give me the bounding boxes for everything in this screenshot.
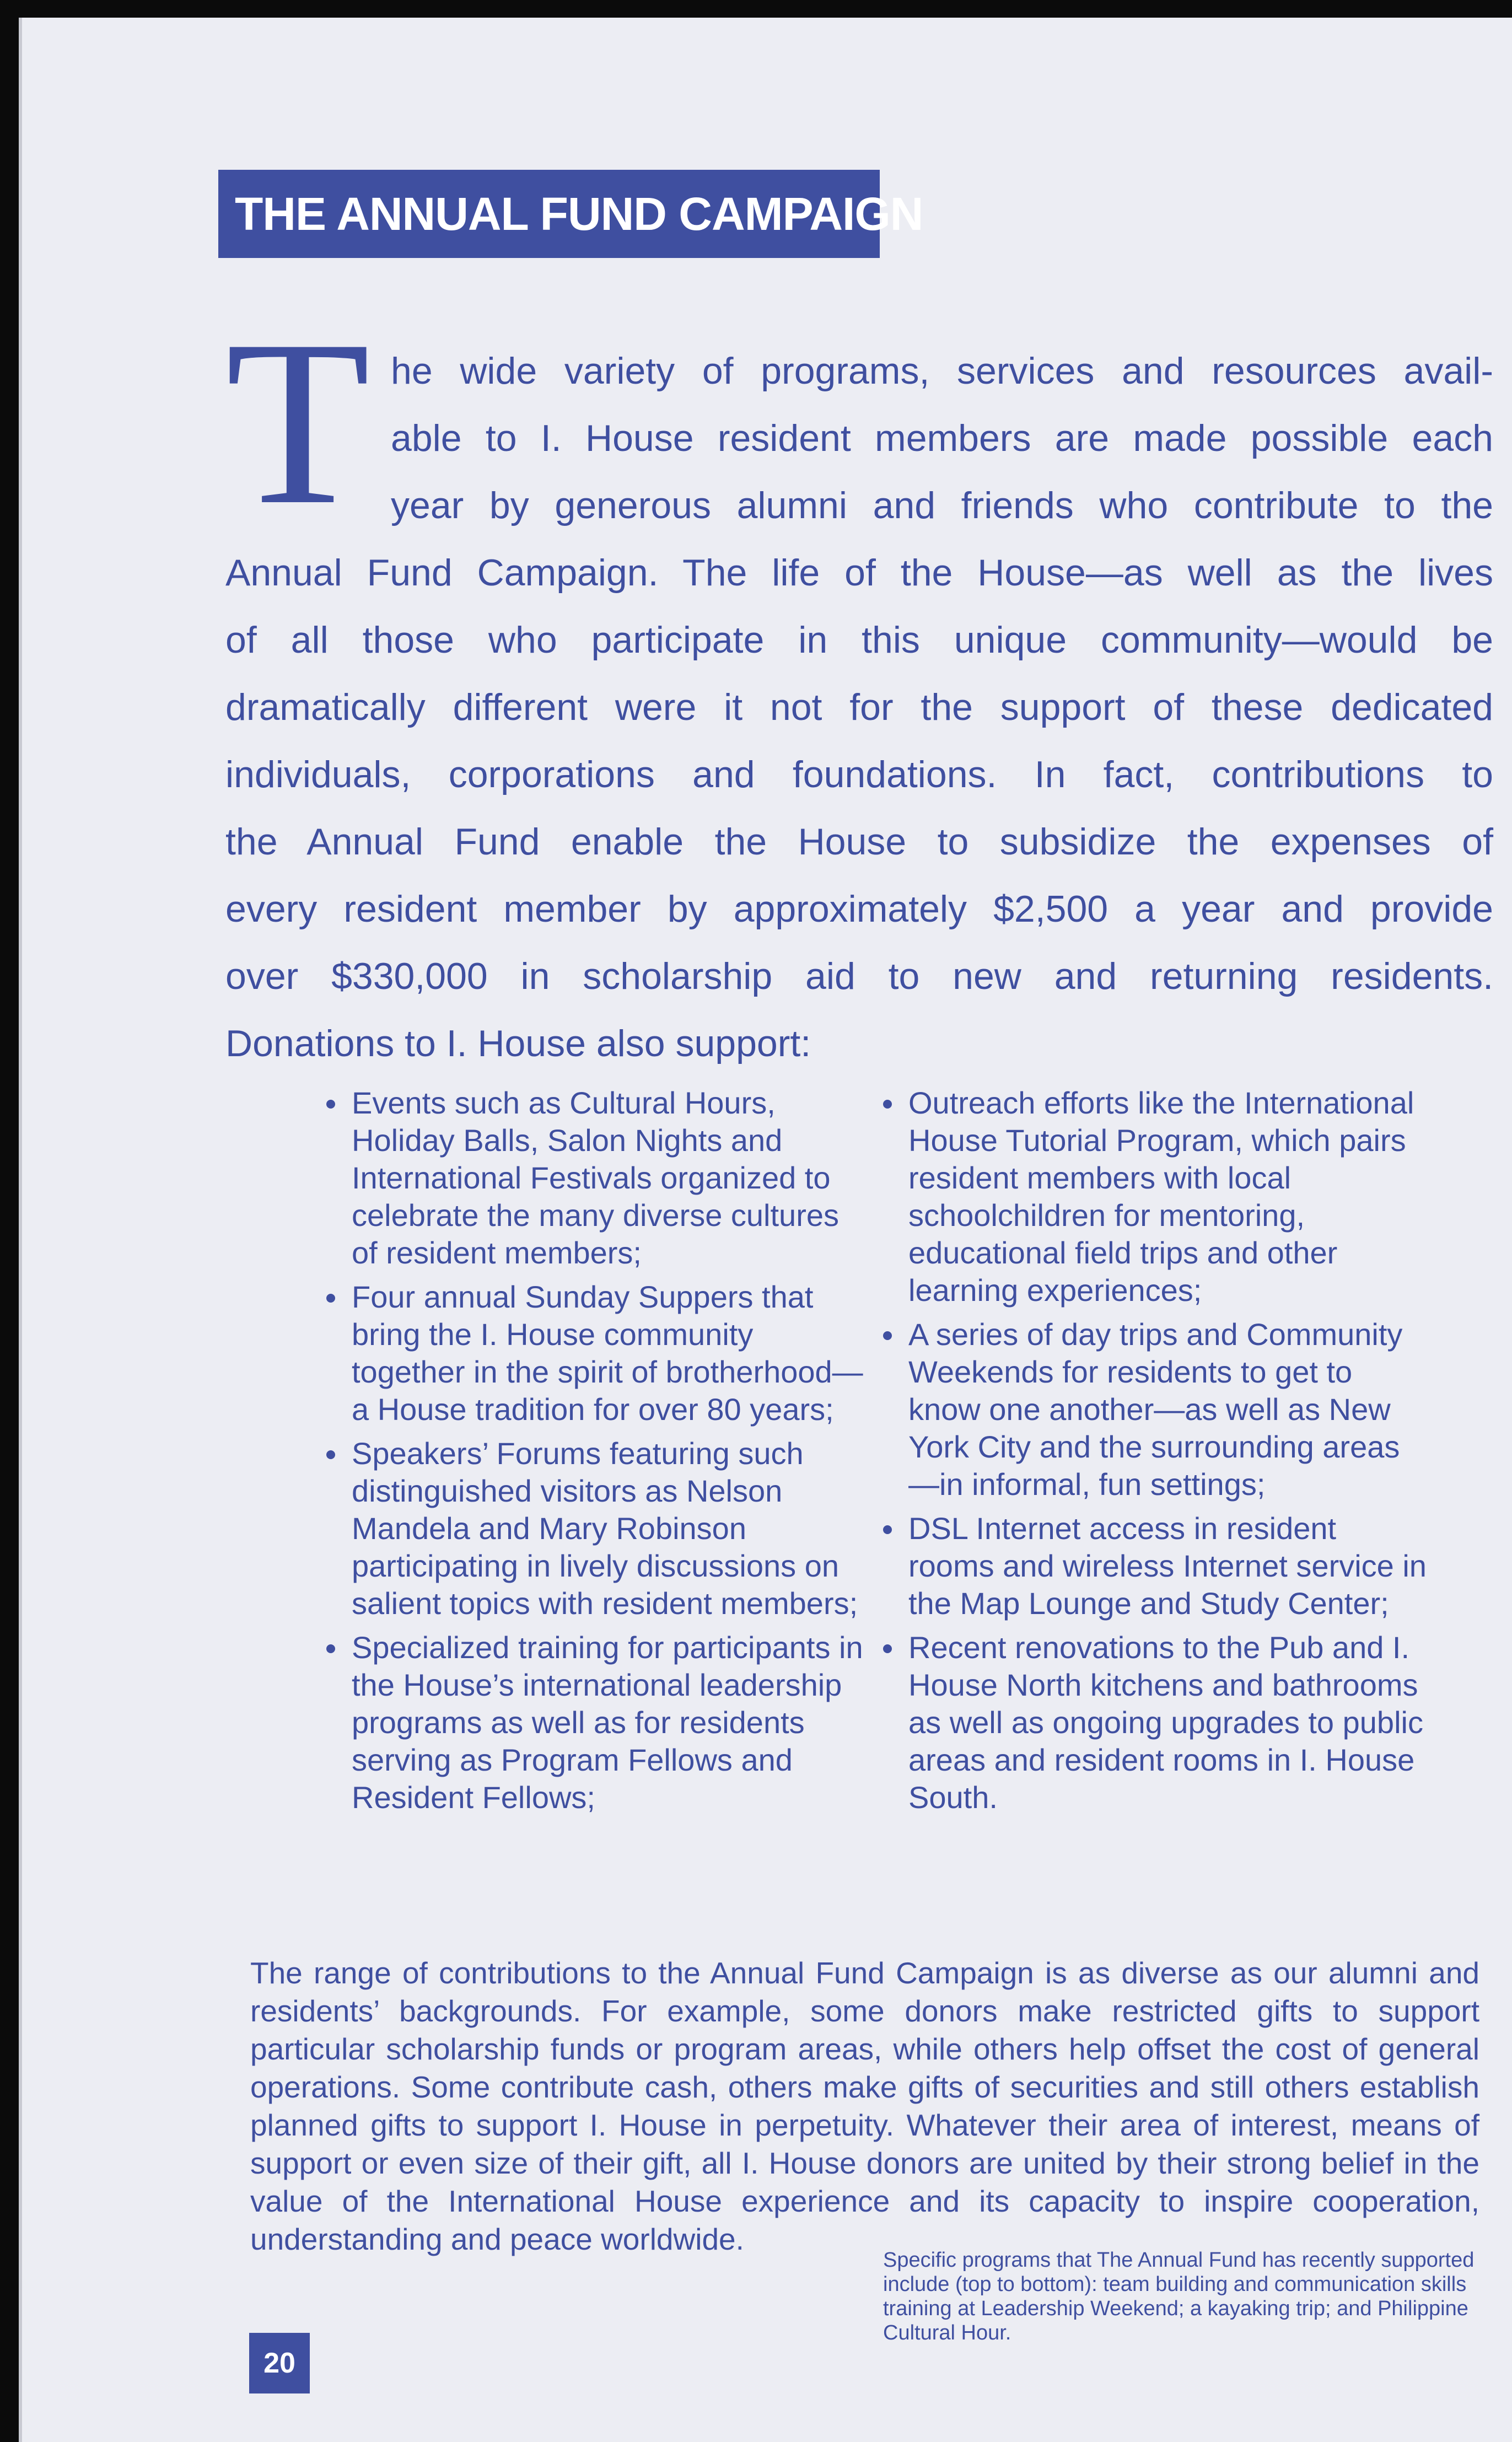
- list-item-text: DSL Internet access in resident rooms and wireless Internet service in the Map Lounge and Study Center;: [908, 1511, 1427, 1621]
- bullet-icon: [326, 1294, 335, 1303]
- intro-line: Annual Fund Campaign. The life of the House—as well as the lives: [225, 552, 1493, 594]
- list-item: [879, 1084, 1430, 1309]
- photo-caption: Specific programs that The Annual Fund has recently supported include (top to bottom): team building and communication skills training at Leadership Weekend; a kayaking trip; and Philippine Cultural Hour.: [883, 2249, 1475, 2344]
- bullet-icon: [883, 1525, 892, 1534]
- intro-line: every resident member by approximately $2,500 a year and provide: [225, 888, 1493, 930]
- list-item-text: Four annual Sunday Suppers that bring the I. House community together in the spirit of brotherhood—a House tradition for over 80 years;: [352, 1279, 863, 1427]
- bullet-list-right: [879, 1084, 1430, 1823]
- bullet-icon: [883, 1100, 892, 1109]
- intro-line: of all those who participate in this unique community—would be: [225, 619, 1493, 661]
- list-item: [879, 1316, 1430, 1503]
- closing-paragraph: The range of contributions to the Annual Fund Campaign is as diverse as our alumni and residents’ backgrounds. For example, some donors make restricted gifts to support particular scholarship funds or program areas, while others help offset the cost of general operations. Some contribute cash, others make gifts of securities and still others establish planned gifts to support I. House in perpetuity. Whatever their area of interest, means of support or even size of their gift, all I. House donors are united by their strong belief in the value of the International House experience and its capacity to inspire cooperation, understanding and peace worldwide.: [250, 1956, 1479, 2256]
- section-title-banner: [218, 170, 923, 258]
- intro-line: Donations to I. House also support:: [225, 1023, 811, 1064]
- list-item-text: Events such as Cultural Hours, Holiday Balls, Salon Nights and International Festivals organized to celebrate the many diverse cultures of resident members;: [352, 1085, 839, 1270]
- intro-line: dramatically different were it not for the support of these dedicated: [225, 686, 1493, 728]
- bullet-icon: [326, 1644, 335, 1653]
- bullet-icon: [883, 1331, 892, 1340]
- bullet-icon: [883, 1644, 892, 1653]
- intro-line: year by generous alumni and friends who contribute to the: [391, 485, 1493, 526]
- list-item: [322, 1084, 873, 1272]
- intro-line: individuals, corporations and foundations. In fact, contributions to: [225, 754, 1493, 795]
- intro-line: able to I. House resident members are made possible each: [391, 417, 1493, 459]
- list-item: [322, 1278, 873, 1428]
- section-title: THE ANNUAL FUND CAMPAIGN: [235, 187, 923, 240]
- list-item-text: Speakers’ Forums featuring such distinguished visitors as Nelson Mandela and Mary Robinson participating in lively discussions on salient topics with resident members;: [352, 1436, 858, 1621]
- page-number-badge: 20: [249, 2333, 310, 2393]
- list-item-text: Outreach efforts like the International House Tutorial Program, which pairs resident members with local schoolchildren for mentoring, educational field trips and other learning experiences;: [908, 1085, 1414, 1308]
- list-item-text: Recent renovations to the Pub and I. House North kitchens and bathrooms as well as ongoing upgrades to public areas and resident rooms in I. House South.: [908, 1630, 1423, 1815]
- list-item: [879, 1510, 1430, 1622]
- drop-cap: T: [225, 292, 370, 554]
- intro-line: he wide variety of programs, services and resources avail-: [391, 350, 1493, 392]
- list-item-text: Specialized training for participants in the House’s international leadership programs as well as for residents serving as Program Fellows and Resident Fellows;: [352, 1630, 863, 1815]
- list-item: [322, 1629, 873, 1816]
- intro-line: over $330,000 in scholarship aid to new and returning residents.: [225, 955, 1493, 997]
- bullet-icon: [326, 1450, 335, 1459]
- intro-paragraph: [225, 337, 1493, 1077]
- intro-line: the Annual Fund enable the House to subsidize the expenses of: [225, 821, 1493, 863]
- page-edge-line: [19, 18, 22, 2442]
- bullet-icon: [326, 1100, 335, 1109]
- list-item: [322, 1435, 873, 1622]
- document-page: [19, 18, 1512, 2442]
- list-item: [879, 1629, 1430, 1816]
- list-item-text: A series of day trips and Community Weekends for residents to get to know one another—as well as New York City and the surrounding areas —in informal, fun settings;: [908, 1317, 1403, 1502]
- bullet-list-left: [322, 1084, 873, 1823]
